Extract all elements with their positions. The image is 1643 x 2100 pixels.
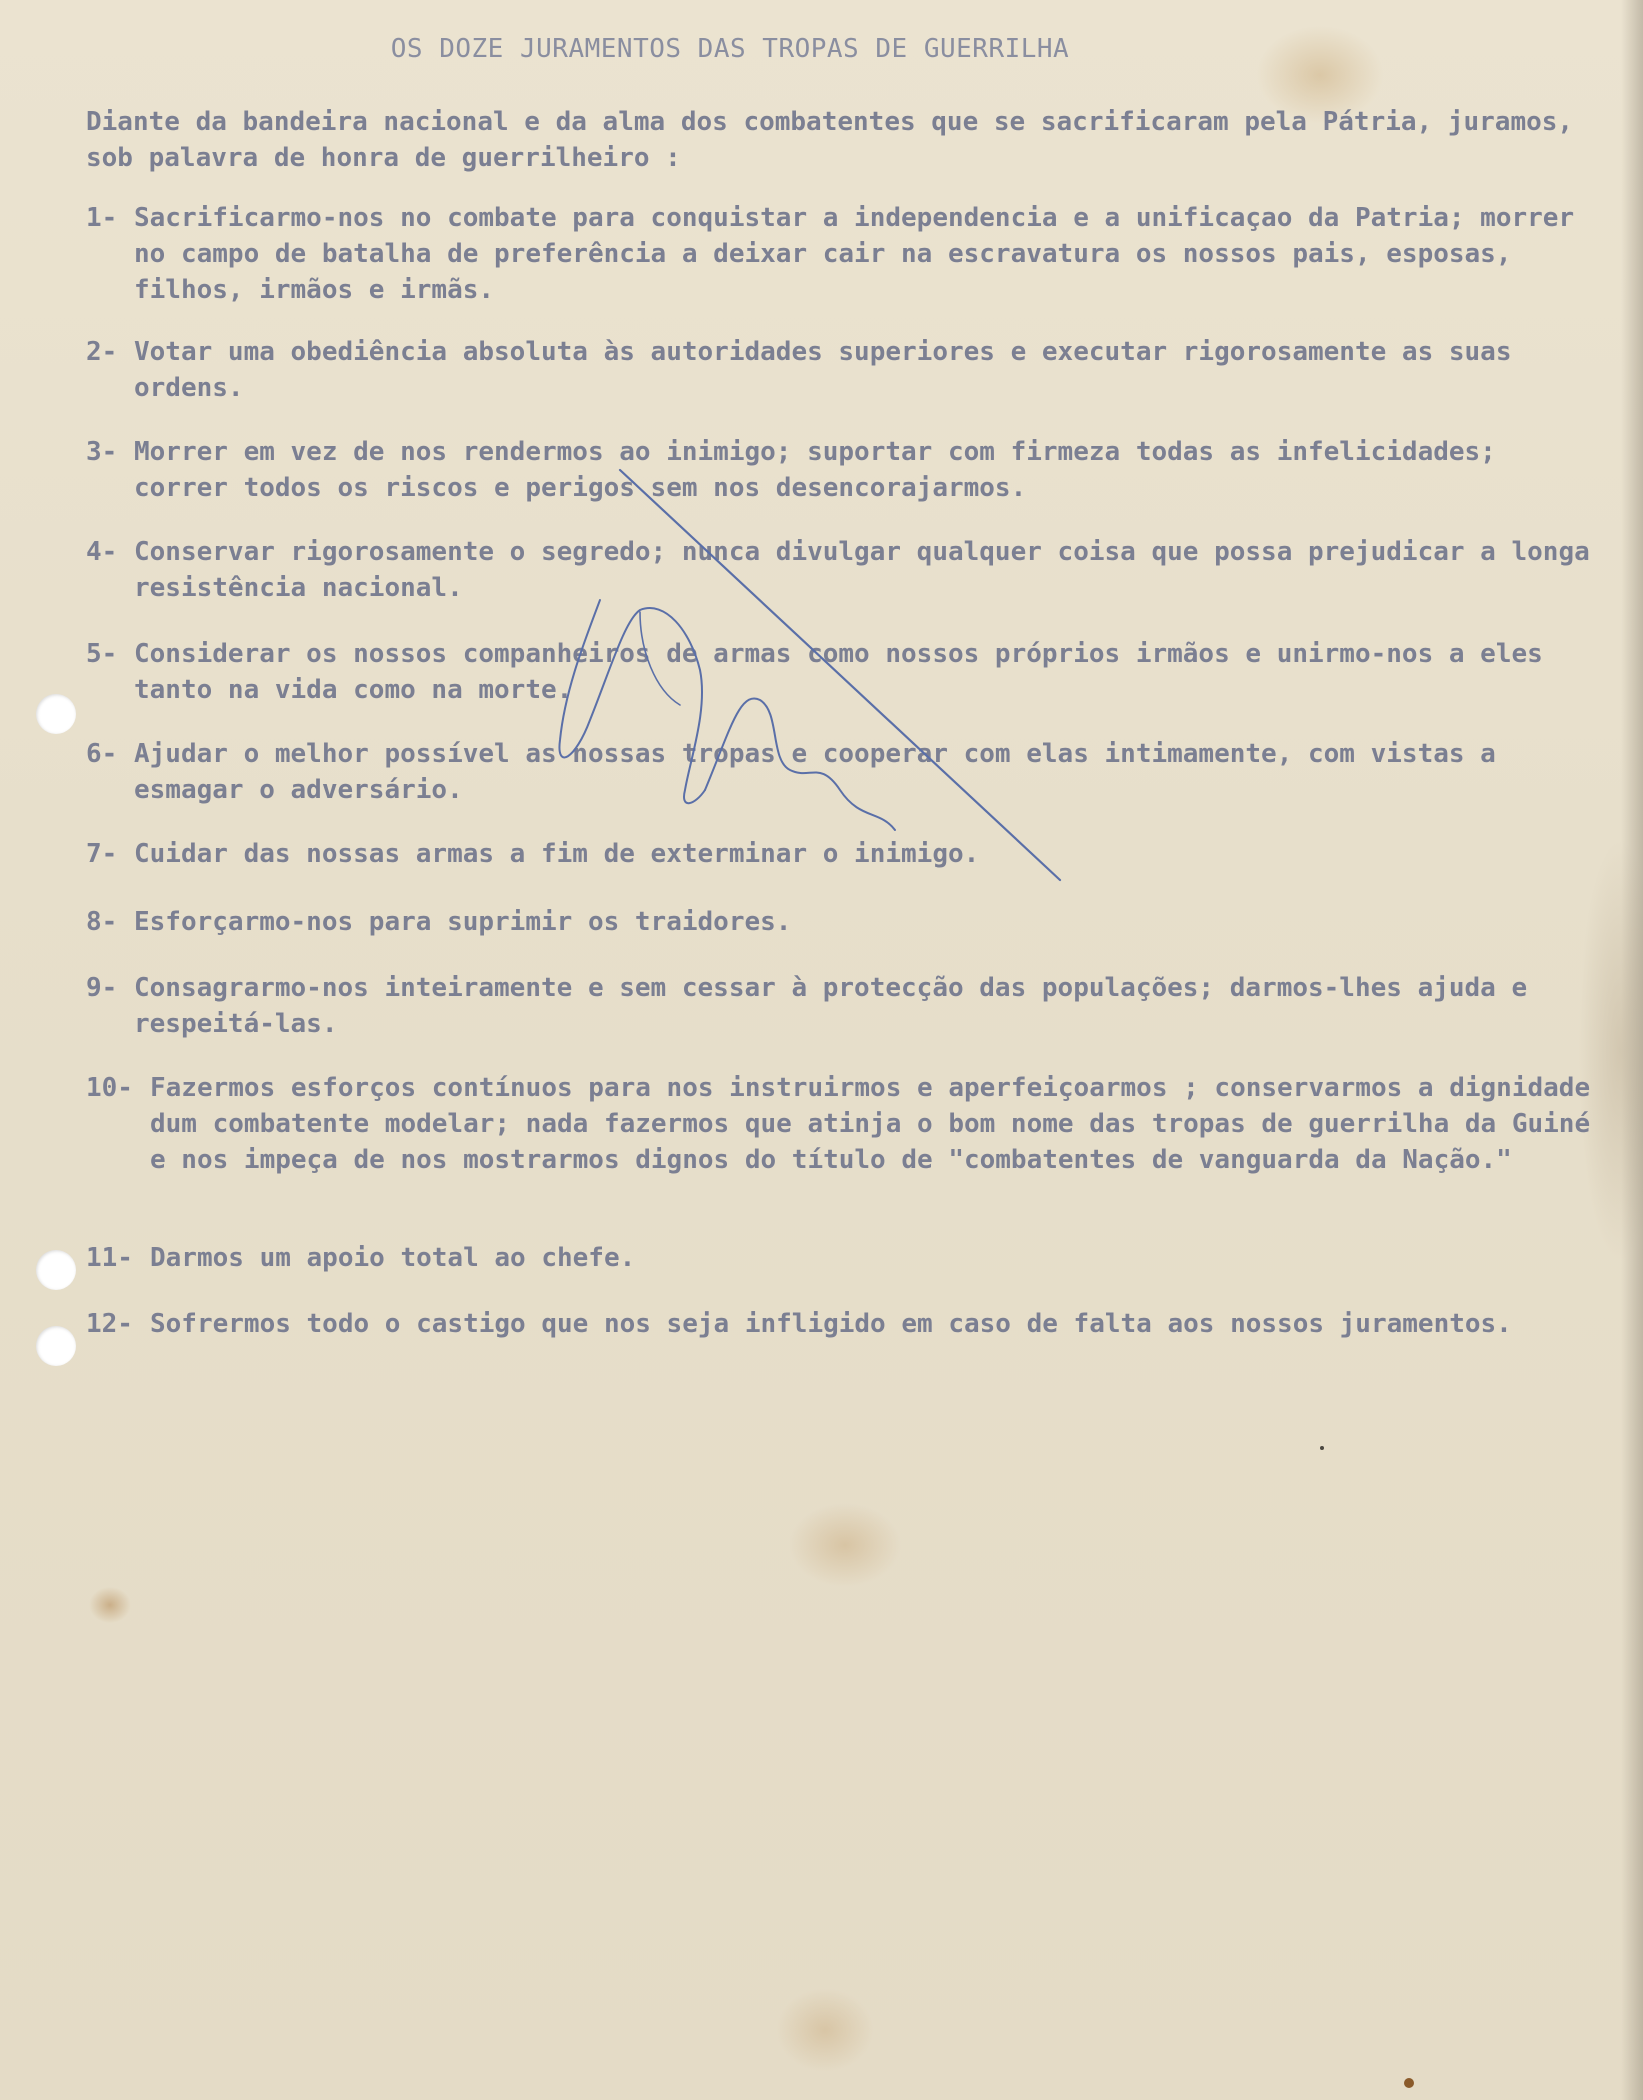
oath-item xyxy=(86,836,1596,872)
oath-number: 11- xyxy=(86,1243,133,1273)
oath-item xyxy=(86,1306,1596,1342)
oath-text: Conservar rigorosamente o segredo; nunca divulgar qualquer coisa que possa prejudicar a longa resistência nacional. xyxy=(134,537,1590,603)
oath-text: Darmos um apoio total ao chefe. xyxy=(150,1243,636,1273)
ink-speck xyxy=(1404,2078,1414,2088)
punch-hole xyxy=(36,1326,76,1366)
document-intro: Diante da bandeira nacional e da alma dos combatentes que se sacrificaram pela Pátria, juramos, sob palavra de honra de guerrilheiro : xyxy=(86,107,1574,173)
oath-item xyxy=(86,904,1596,940)
oath-text: Cuidar das nossas armas a fim de exterminar o inimigo. xyxy=(134,839,980,869)
oath-text: Consagrarmo-nos inteiramente e sem cessar à protecção das populações; darmos-lhes ajuda e respeitá-las. xyxy=(134,973,1528,1039)
oath-item xyxy=(86,534,1596,606)
oath-text: Votar uma obediência absoluta às autoridades superiores e executar rigorosamente as suas ordens. xyxy=(134,337,1512,403)
oath-text: Sacrificarmo-nos no combate para conquistar a independencia e a unificaçao da Patria; morrer no campo de batalha de preferência a deixar cair na escravatura os nossos pais, esposas, filhos, irmãos e irmãs. xyxy=(134,203,1575,305)
oath-number: 4- xyxy=(86,537,118,567)
oath-number: 5- xyxy=(86,639,118,669)
oath-number: 12- xyxy=(86,1309,133,1339)
paper-edge-shadow xyxy=(1621,0,1643,2100)
oath-number: 7- xyxy=(86,839,118,869)
punch-hole xyxy=(36,1250,76,1290)
oath-item xyxy=(86,1070,1596,1178)
oath-text: Morrer em vez de nos rendermos ao inimigo; suportar com firmeza todas as infelicidades; correr todos os riscos e perigos sem nos desencorajarmos. xyxy=(134,437,1496,503)
oath-text: Esforçarmo-nos para suprimir os traidores. xyxy=(134,907,792,937)
oath-item xyxy=(86,736,1596,808)
oath-item xyxy=(86,334,1596,406)
oath-item xyxy=(86,1240,1596,1276)
oath-item xyxy=(86,434,1596,506)
punch-hole xyxy=(36,694,76,734)
oath-text: Considerar os nossos companheiros de armas como nossos próprios irmãos e unirmo-nos a eles tanto na vida como na morte. xyxy=(134,639,1543,705)
oath-number: 8- xyxy=(86,907,118,937)
oath-item xyxy=(86,970,1596,1042)
oath-number: 3- xyxy=(86,437,118,467)
oath-item xyxy=(86,200,1596,308)
oath-number: 1- xyxy=(86,203,118,233)
oath-text: Ajudar o melhor possível as nossas tropas e cooperar com elas intimamente, com vistas a esmagar o adversário. xyxy=(134,739,1496,805)
oath-number: 10- xyxy=(86,1073,133,1103)
oath-text: Sofrermos todo o castigo que nos seja infligido em caso de falta aos nossos juramentos. xyxy=(150,1309,1512,1339)
oath-text: Fazermos esforços contínuos para nos instruirmos e aperfeiçoarmos ; conservarmos a dignidade dum combatente modelar; nada fazermos que atinja o bom nome das tropas de guerrilha da Guiné e nos impeça de nos mostrarmos dignos do título de "combatentes de vanguarda da Nação." xyxy=(150,1073,1591,1175)
oath-number: 2- xyxy=(86,337,118,367)
ink-speck xyxy=(1320,1446,1324,1450)
oath-number: 9- xyxy=(86,973,118,1003)
oath-item xyxy=(86,636,1596,708)
oath-number: 6- xyxy=(86,739,118,769)
document-title: OS DOZE JURAMENTOS DAS TROPAS DE GUERRILHA xyxy=(390,34,1070,64)
